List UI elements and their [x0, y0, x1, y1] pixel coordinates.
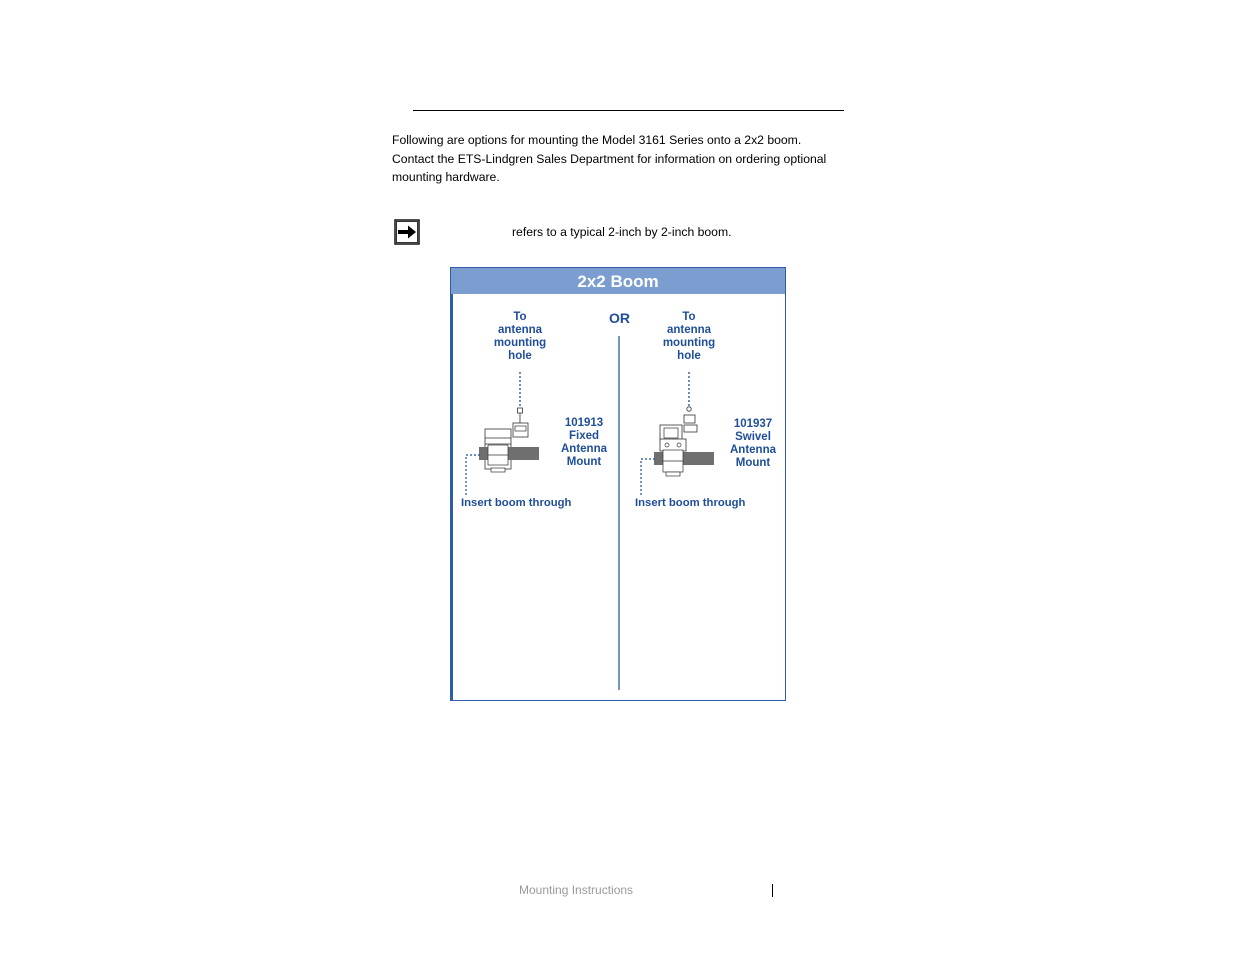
label-line: antenna — [666, 324, 712, 336]
label-line: To — [682, 311, 696, 323]
intro-line: mounting hardware. — [392, 170, 500, 184]
note-text: refers to a typical 2-inch by 2-inch boom. — [512, 225, 732, 239]
label-line: 101913 — [564, 417, 604, 429]
label-line: Fixed — [568, 430, 600, 442]
header-rule — [413, 110, 844, 111]
label-line: hole — [508, 350, 532, 362]
footer-section-title: Mounting Instructions — [519, 883, 634, 897]
label-line: antenna — [497, 324, 543, 336]
right-insert-label: Insert boom through — [635, 497, 746, 509]
or-separator: OR — [609, 310, 630, 326]
right-part-label — [723, 418, 783, 470]
label-line: hole — [677, 350, 701, 362]
label-line: 101937 — [733, 418, 773, 430]
intro-line: Following are options for mounting the Model 3161 Series onto a 2x2 boom. — [392, 133, 802, 147]
label-line: mounting — [662, 337, 716, 349]
footer-divider — [772, 884, 773, 897]
left-part-label — [554, 417, 614, 469]
label-line: To — [513, 311, 527, 323]
label-line: Antenna — [561, 443, 607, 455]
label-line: Antenna — [730, 444, 776, 456]
swivel-mount-drawing — [641, 372, 714, 496]
left-insert-label: Insert boom through — [461, 497, 572, 509]
label-line: Mount — [566, 456, 602, 468]
intro-line: Contact the ETS-Lindgren Sales Department for information on ordering optional — [392, 151, 827, 166]
right-top-label — [659, 311, 719, 363]
arrow-right-icon — [394, 219, 420, 245]
intro-paragraph — [392, 131, 852, 187]
figure-title: 2x2 Boom — [451, 268, 785, 294]
label-line: mounting — [493, 337, 547, 349]
boom-mount-figure — [450, 267, 786, 701]
fixed-mount-drawing — [466, 372, 539, 496]
left-top-label — [490, 311, 550, 363]
label-line: Mount — [735, 457, 771, 469]
label-line: Swivel — [735, 431, 771, 443]
